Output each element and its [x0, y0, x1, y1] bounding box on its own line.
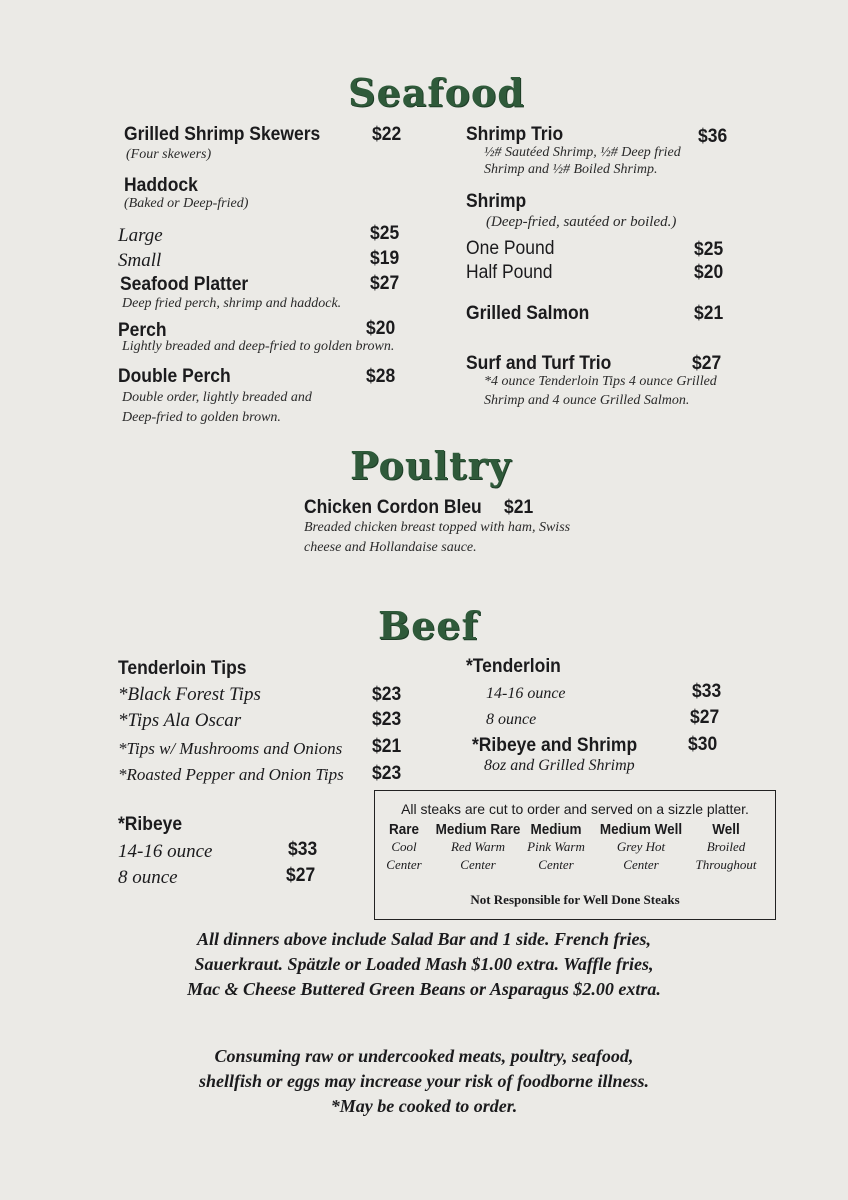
- menu-item-name: Perch: [118, 320, 167, 341]
- doneness-well: [681, 821, 771, 874]
- menu-item-name: Surf and Turf Trio: [466, 353, 612, 374]
- doneness-label: Rare: [388, 821, 420, 838]
- section-heading: *Ribeye: [118, 814, 183, 835]
- menu-item-price: $23: [372, 709, 402, 730]
- beef-title: Beef: [378, 603, 479, 648]
- menu-item-price: $21: [372, 736, 402, 757]
- section-heading: Tenderloin Tips: [118, 658, 247, 679]
- menu-item-desc: (Four skewers): [126, 147, 212, 162]
- poultry-title: Poultry: [350, 443, 512, 488]
- menu-item-desc: cheese and Hollandaise sauce.: [304, 540, 477, 555]
- menu-item-name: Grilled Salmon: [466, 303, 590, 324]
- health-warning: [0, 1044, 848, 1119]
- menu-item-name: Half Pound: [466, 262, 553, 283]
- menu-item-desc: Lightly breaded and deep-fried to golden brown.: [122, 339, 395, 354]
- menu-item-name: One Pound: [466, 238, 555, 259]
- menu-item-name: Large: [118, 225, 163, 246]
- doneness-desc: Red Warm: [450, 839, 506, 854]
- menu-item-price: $36: [698, 126, 728, 147]
- doneness-label: Well: [712, 821, 740, 838]
- doneness-desc: Center: [460, 857, 496, 872]
- warning-line: Consuming raw or undercooked meats, poultry, seafood,: [214, 1046, 634, 1066]
- steak-doneness-box: [374, 790, 776, 920]
- menu-item-price: $23: [372, 684, 402, 705]
- menu-item-price: $19: [370, 248, 400, 269]
- menu-item-name: Shrimp Trio: [466, 124, 564, 145]
- menu-item-desc: Shrimp and 4 ounce Grilled Salmon.: [484, 393, 690, 408]
- menu-item-name: *Black Forest Tips: [118, 684, 261, 705]
- menu-item-name: 14-16 ounce: [486, 685, 566, 702]
- menu-item-desc: Deep-fried to golden brown.: [122, 410, 281, 425]
- menu-item-price: $22: [372, 124, 402, 145]
- menu-item-name: 14-16 ounce: [118, 841, 213, 862]
- doneness-desc: Center: [538, 857, 574, 872]
- doneness-medium-well: [587, 821, 695, 874]
- section-heading: *Tenderloin: [466, 656, 561, 677]
- menu-item-name: *Roasted Pepper and Onion Tips: [118, 765, 344, 784]
- menu-item-name: *Tips w/ Mushrooms and Onions: [118, 739, 343, 758]
- doneness-desc: Throughout: [695, 857, 757, 872]
- menu-item-desc: Double order, lightly breaded and: [122, 390, 312, 405]
- menu-item-desc: (Deep-fried, sautéed or boiled.): [486, 214, 677, 230]
- menu-item-price: $27: [286, 865, 316, 886]
- menu-item-price: $27: [690, 707, 720, 728]
- doneness-desc: Center: [623, 857, 659, 872]
- menu-item-price: $20: [694, 262, 724, 283]
- menu-item-name: Double Perch: [118, 366, 231, 387]
- menu-item-name: Small: [118, 250, 162, 271]
- menu-item-name: 8 ounce: [486, 711, 537, 728]
- doneness-desc: Center: [386, 857, 422, 872]
- menu-item-desc: Shrimp and ½# Boiled Shrimp.: [484, 162, 658, 177]
- menu-item-price: $20: [366, 318, 396, 339]
- doneness-label: Medium Rare: [435, 821, 521, 838]
- doneness-label: Medium Well: [599, 821, 683, 838]
- menu-item-price: $21: [504, 497, 534, 518]
- menu-item-desc: (Baked or Deep-fried): [124, 196, 249, 211]
- menu-item-name: Haddock: [124, 175, 198, 196]
- doneness-desc: Broiled: [706, 839, 746, 854]
- seafood-title: Seafood: [348, 70, 525, 115]
- warning-line: shellfish or eggs may increase your risk of foodborne illness.: [198, 1071, 650, 1091]
- steak-box-note: Not Responsible for Well Done Steaks: [470, 892, 680, 907]
- warning-line: *May be cooked to order.: [330, 1096, 518, 1116]
- menu-item-name: Chicken Cordon Bleu: [304, 497, 482, 518]
- menu-item-name: Shrimp: [466, 191, 527, 212]
- menu-item-price: $21: [694, 303, 724, 324]
- dinner-note-line: All dinners above include Salad Bar and 1 side. French fries,: [196, 929, 652, 949]
- menu-item-price: $33: [692, 681, 722, 702]
- menu-item-price: $30: [688, 734, 718, 755]
- menu-item-price: $27: [370, 273, 400, 294]
- dinner-note: [0, 927, 848, 1002]
- menu-item-name: *Tips Ala Oscar: [118, 710, 242, 731]
- menu-item-desc: 8oz and Grilled Shrimp: [484, 757, 635, 774]
- doneness-label: Medium: [530, 821, 582, 838]
- menu-item-name: Grilled Shrimp Skewers: [124, 124, 321, 145]
- menu-item-desc: *4 ounce Tenderloin Tips 4 ounce Grilled: [484, 374, 717, 389]
- menu-item-desc: Deep fried perch, shrimp and haddock.: [122, 296, 342, 311]
- menu-item-price: $27: [692, 353, 722, 374]
- menu-item-name: 8 ounce: [118, 867, 178, 888]
- menu-item-price: $25: [370, 223, 400, 244]
- steak-box-header: All steaks are cut to order and served on a sizzle platter.: [401, 801, 749, 817]
- doneness-desc: Cool: [391, 839, 417, 854]
- dinner-note-line: Mac & Cheese Buttered Green Beans or Asparagus $2.00 extra.: [187, 979, 661, 999]
- menu-item-desc: Breaded chicken breast topped with ham, Swiss: [304, 520, 571, 535]
- doneness-desc: Grey Hot: [616, 839, 666, 854]
- menu-item-price: $23: [372, 763, 402, 784]
- menu-item-price: $28: [366, 366, 396, 387]
- menu-item-name: *Ribeye and Shrimp: [472, 735, 638, 756]
- menu-item-name: Seafood Platter: [120, 274, 249, 295]
- doneness-desc: Pink Warm: [527, 839, 585, 854]
- menu-item-desc: ½# Sautéed Shrimp, ½# Deep fried: [484, 145, 681, 160]
- menu-item-price: $25: [694, 239, 724, 260]
- dinner-note-line: Sauerkraut. Spätzle or Loaded Mash $1.00 extra. Waffle fries,: [194, 954, 654, 974]
- menu-item-price: $33: [288, 839, 318, 860]
